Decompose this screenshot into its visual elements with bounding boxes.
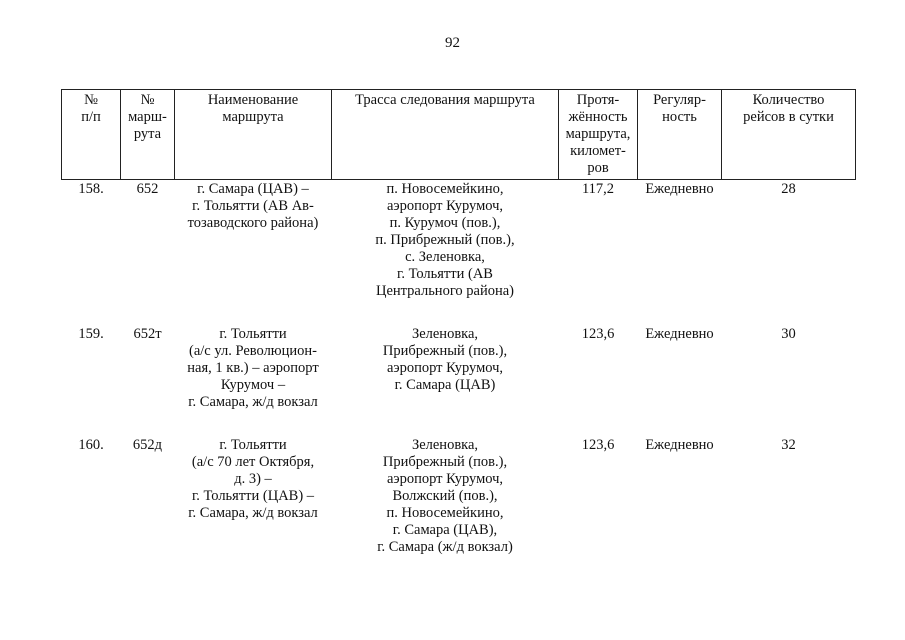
table-header-row <box>62 90 856 180</box>
cell-num: 158. <box>78 181 104 197</box>
cell-route-num: 652т <box>133 326 162 342</box>
cell-regularity: Ежедневно <box>645 326 714 342</box>
cell-route-path: Зеленовка, Прибрежный (пов.), аэропорт Курумоч, Волжский (пов.), п. Новосемейкино, г. Самара (ЦАВ), г. Самара (ж/д вокзал) <box>377 437 513 555</box>
cell-regularity: Ежедневно <box>645 437 714 453</box>
cell-trips-per-day: 30 <box>781 326 796 342</box>
header-route-length: Протя- жённость маршрута, километ- ров <box>559 90 638 180</box>
cell-route-name: г. Самара (ЦАВ) – г. Тольятти (АВ Ав- тозаводского района) <box>187 181 319 231</box>
header-route-num: № марш- рута <box>121 90 175 180</box>
routes-table <box>61 89 856 582</box>
table-row <box>62 437 856 582</box>
cell-route-length: 123,6 <box>581 437 615 453</box>
cell-num: 159. <box>78 326 104 342</box>
header-route-name: Наименование маршрута <box>175 90 332 180</box>
cell-route-path: п. Новосемейкино, аэропорт Курумоч, п. Курумоч (пов.), п. Прибрежный (пов.), с. Зеленовка, г. Тольятти (АВ Центрального района) <box>375 181 515 299</box>
cell-route-length: 123,6 <box>581 326 615 342</box>
cell-trips-per-day: 32 <box>781 437 796 453</box>
cell-num: 160. <box>78 437 104 453</box>
cell-route-num: 652 <box>136 181 159 197</box>
header-regularity: Регуляр- ность <box>638 90 722 180</box>
cell-route-name: г. Тольятти (а/с ул. Революцион- ная, 1 кв.) – аэропорт Курумоч – г. Самара, ж/д вокзал <box>187 326 319 410</box>
page-number: 92 <box>445 35 460 51</box>
table-row <box>62 180 856 327</box>
header-route-path: Трасса следования маршрута <box>332 90 559 180</box>
cell-regularity: Ежедневно <box>645 181 714 197</box>
cell-trips-per-day: 28 <box>781 181 796 197</box>
header-num: № п/п <box>62 90 121 180</box>
cell-route-name: г. Тольятти (а/с 70 лет Октября, д. 3) – г. Тольятти (ЦАВ) – г. Самара, ж/д вокзал <box>188 437 318 521</box>
cell-route-length: 117,2 <box>581 181 615 197</box>
cell-route-path: Зеленовка, Прибрежный (пов.), аэропорт Курумоч, г. Самара (ЦАВ) <box>382 326 508 393</box>
table-row <box>62 326 856 437</box>
header-trips-per-day: Количество рейсов в сутки <box>722 90 856 180</box>
cell-route-num: 652д <box>132 437 163 453</box>
